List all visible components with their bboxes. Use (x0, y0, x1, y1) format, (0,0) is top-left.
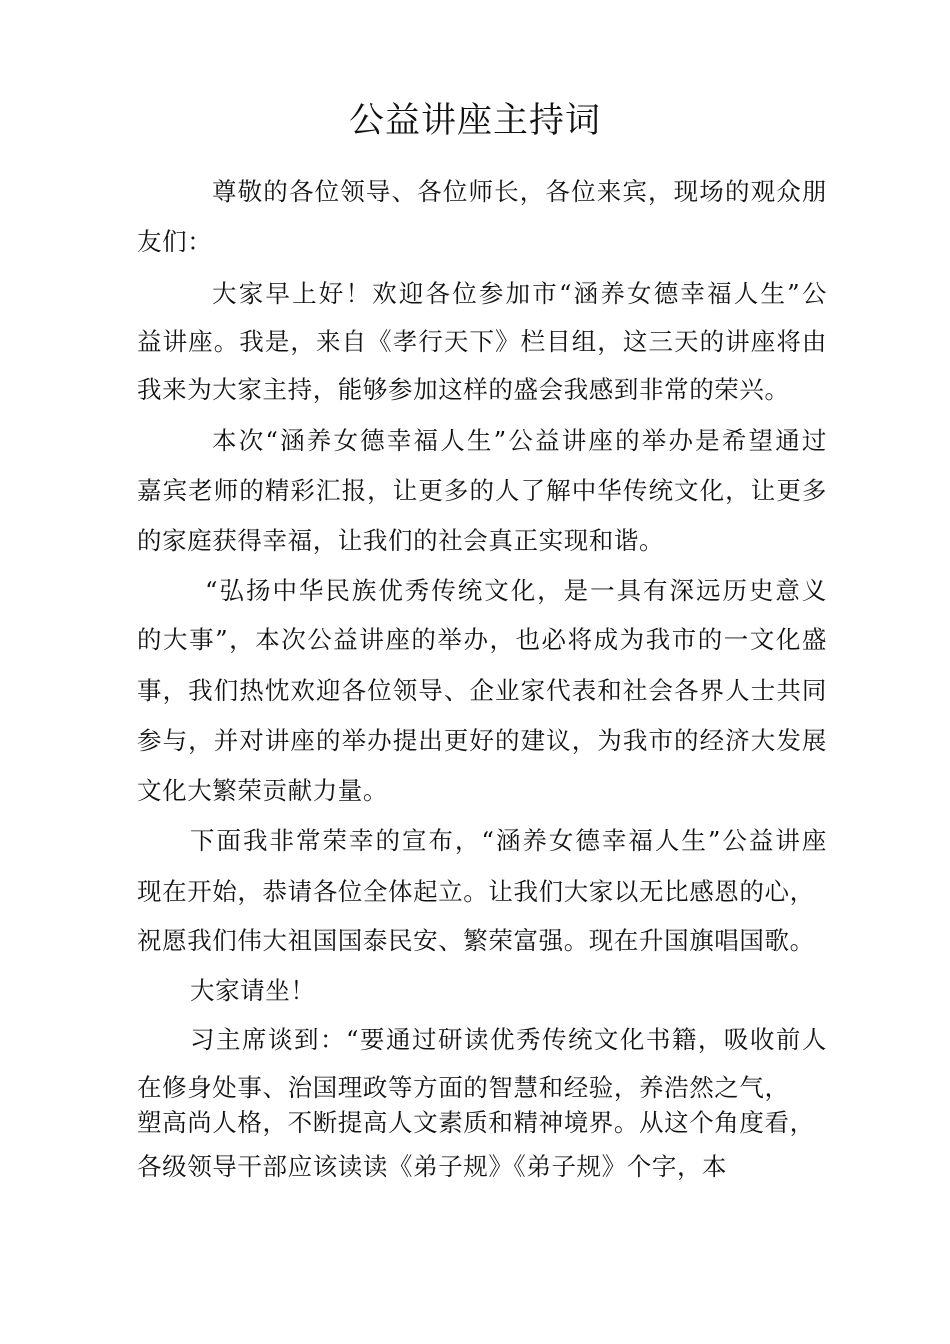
body-line: 友们： (137, 227, 213, 256)
body-line: 现在开始，恭请各位全体起立。让我们大家以无比感恩的心， (137, 877, 815, 906)
body-line: “弘扬中华民族优秀传统文化，是一具有深远历史意义 (205, 576, 827, 605)
body-line: 习主席谈到：“要通过研读优秀传统文化书籍，吸收前人 (190, 1025, 827, 1054)
body-line: 下面我非常荣幸的宣布，“涵养女德幸福人生”公益讲座 (190, 826, 827, 855)
document-title: 公益讲座主持词 (348, 101, 601, 141)
body-line: 在修身处事、治国理政等方面的智慧和经验，养浩然之气， (137, 1073, 790, 1102)
body-line: 事，我们热忱欢迎各位领导、企业家代表和社会各界人士共同 (137, 676, 827, 705)
body-line: 的家庭获得幸福，让我们的社会真正实现和谐。 (137, 526, 665, 555)
body-line: 参与，并对讲座的举办提出更好的建议，为我市的经济大发展 (137, 726, 827, 755)
body-line: 大家早上好！欢迎各位参加市“涵养女德幸福人生”公 (212, 279, 827, 308)
body-line: 益讲座。我是，来自《孝行天下》栏目组，这三天的讲座将由 (137, 327, 827, 356)
body-line: 嘉宾老师的精彩汇报，让更多的人了解中华传统文化，让更多 (137, 476, 827, 505)
body-line: 文化大繁荣贡献力量。 (137, 776, 388, 805)
body-line: 尊敬的各位领导、各位师长，各位来宾，现场的观众朋 (212, 177, 827, 206)
body-line: 祝愿我们伟大祖国国泰民安、繁荣富强。现在升国旗唱国歌。 (137, 926, 815, 955)
body-line: 我来为大家主持，能够参加这样的盛会我感到非常的荣兴。 (137, 375, 790, 404)
body-line: 本次“涵养女德幸福人生”公益讲座的举办是希望通过 (212, 426, 827, 455)
body-line: 的大事”，本次公益讲座的举办，也必将成为我市的一文化盛 (137, 625, 827, 654)
body-line: 各级领导干部应该读读《弟子规》《弟子规》个字，本 (137, 1152, 728, 1181)
body-line: 大家请坐！ (190, 976, 316, 1005)
body-line: 塑高尚人格，不断提高人文素质和精神境界。从这个角度看， (137, 1108, 815, 1137)
